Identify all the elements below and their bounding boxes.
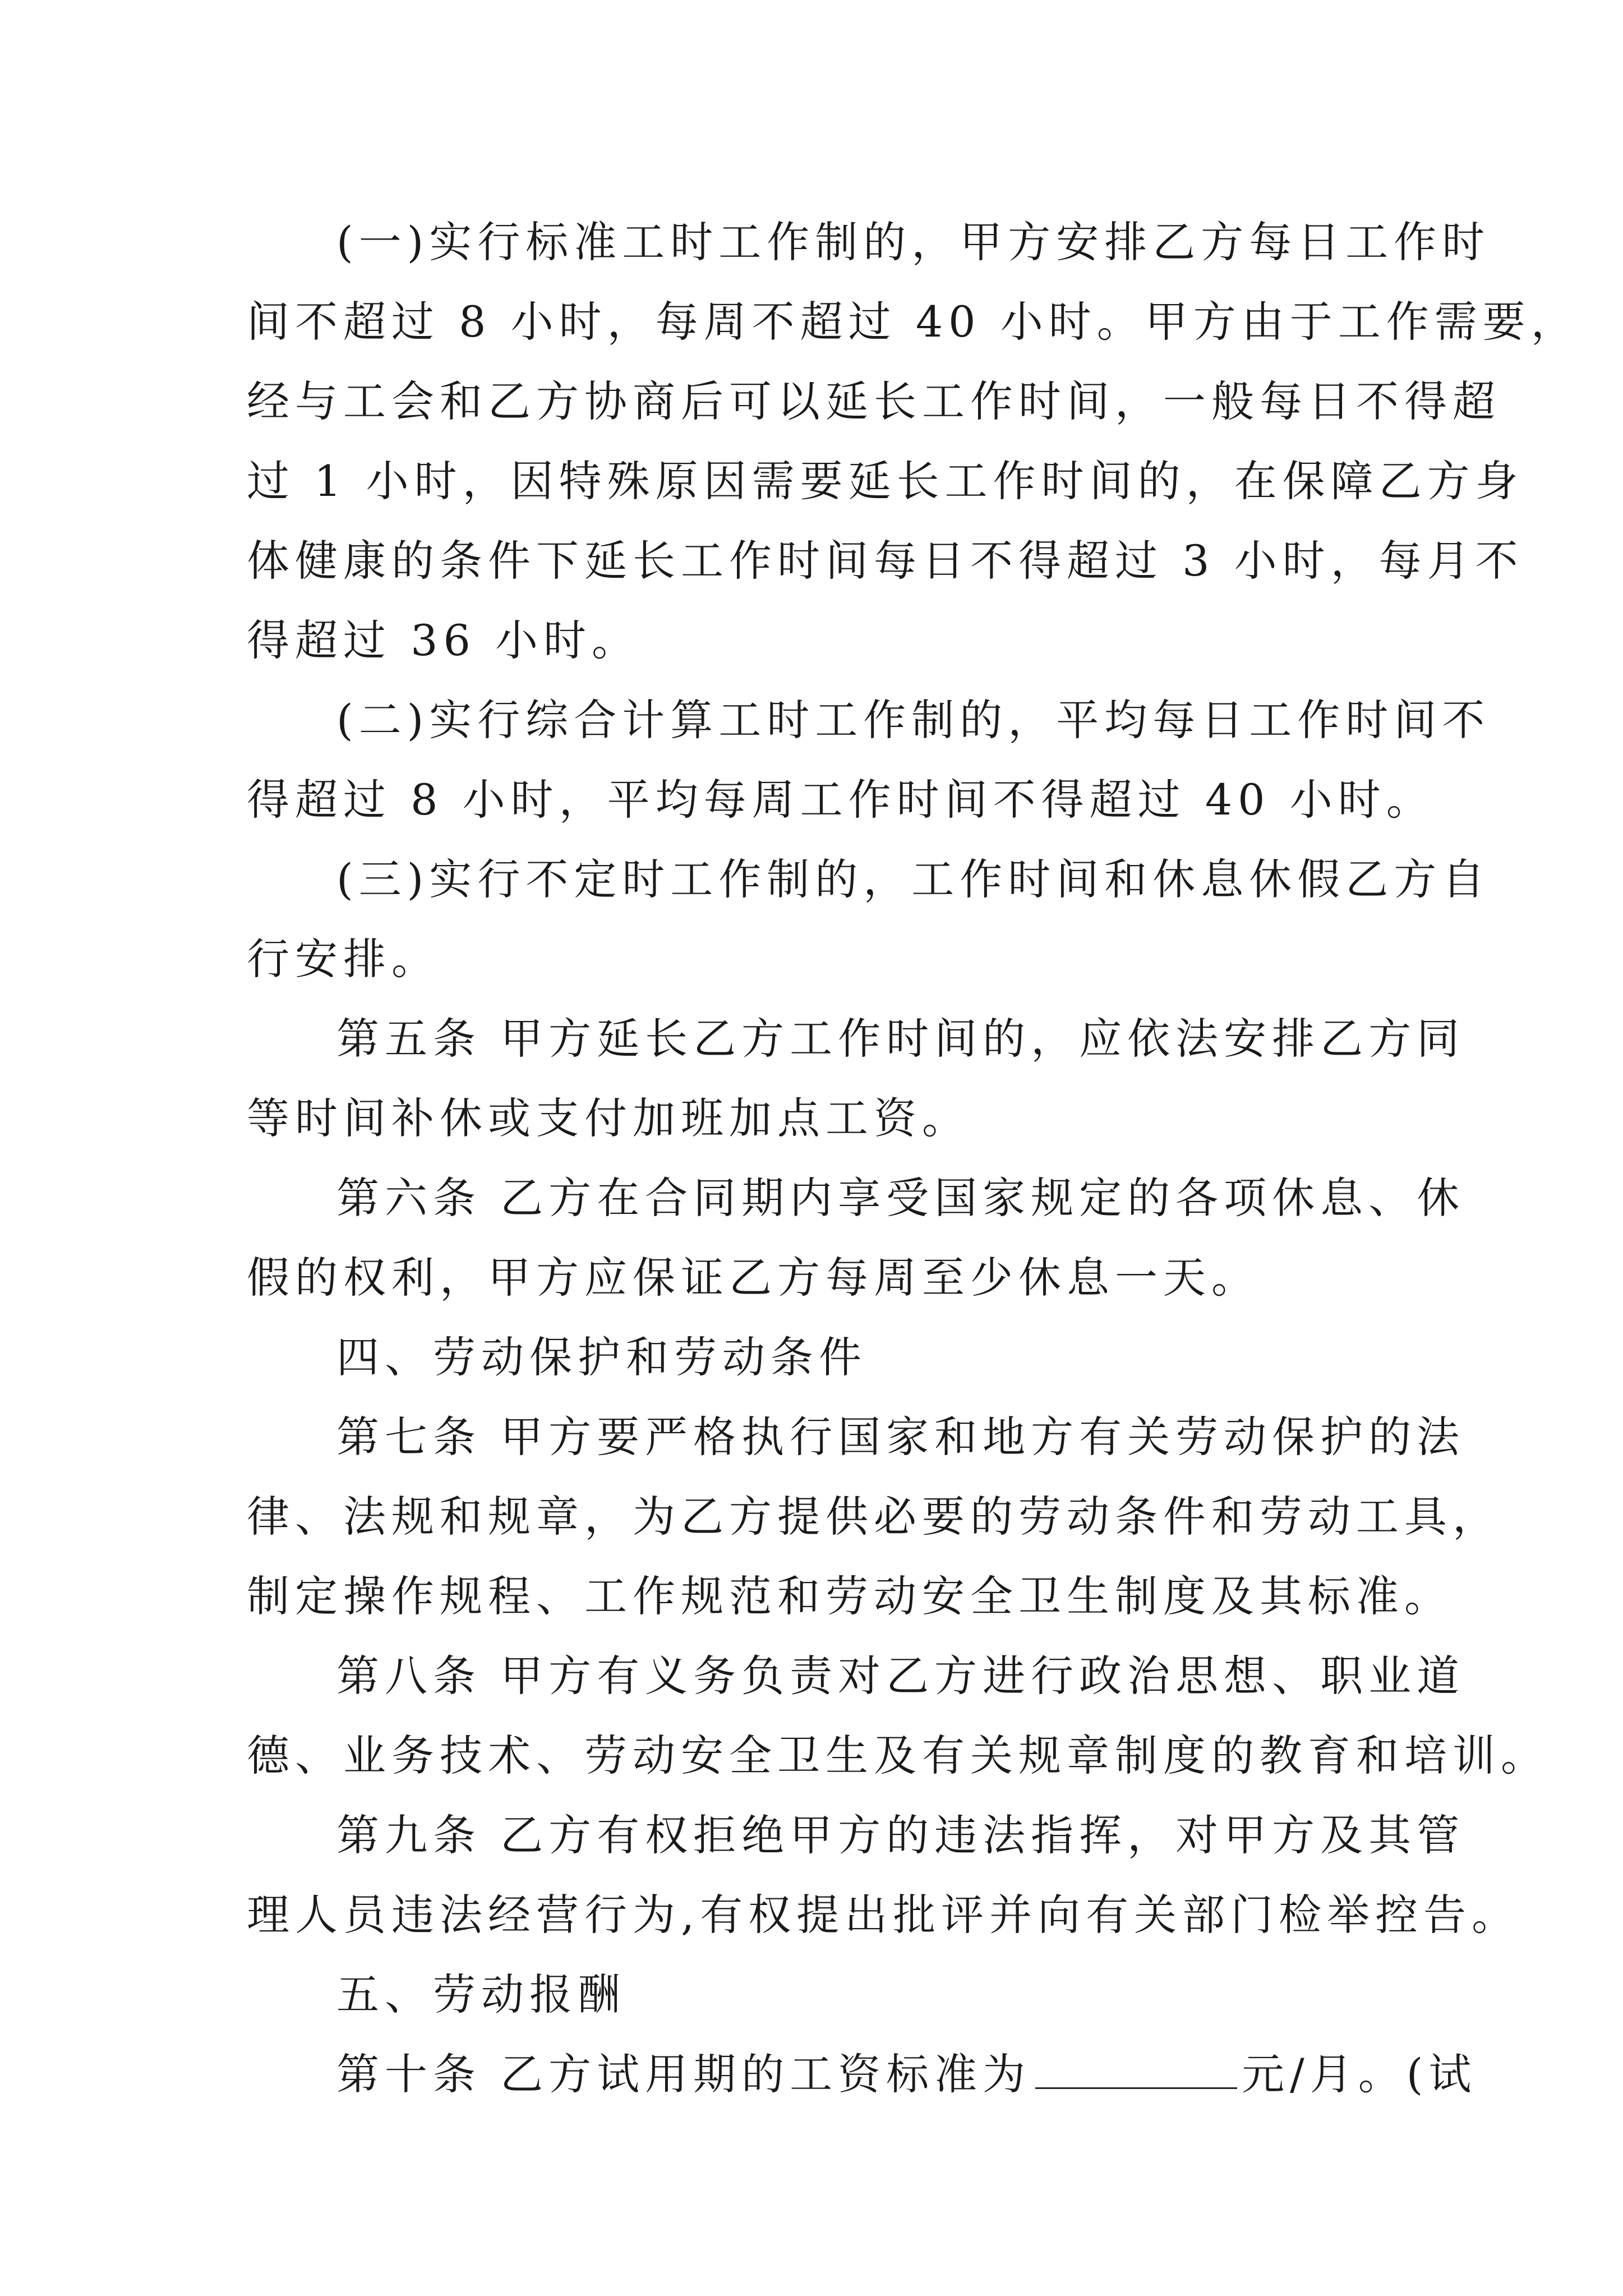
paragraph-line: 律、法规和规章，为乙方提供必要的劳动条件和劳动工具， xyxy=(247,1492,1501,1542)
paragraph-line: (一)实行标准工时工作制的，甲方安排乙方每日工作时 xyxy=(336,217,1491,267)
salary-blank-field xyxy=(1035,2048,1237,2089)
paragraph-line: 过 1 小时，因特殊原因需要延长工作时间的，在保障乙方身 xyxy=(247,456,1524,506)
paragraph-line: 体健康的条件下延长工作时间每日不得超过 3 小时，每月不 xyxy=(247,536,1524,586)
paragraph-line: 第八条 甲方有义务负责对乙方进行政治思想、职业道 xyxy=(336,1651,1465,1701)
section-heading: 四、劳动保护和劳动条件 xyxy=(336,1332,867,1382)
paragraph-line: 第六条 乙方在合同期内享受国家规定的各项休息、休 xyxy=(336,1173,1465,1223)
paragraph-line: 假的权利，甲方应保证乙方每周至少休息一天。 xyxy=(247,1253,1260,1303)
paragraph-line: 等时间补休或支付加班加点工资。 xyxy=(247,1093,970,1143)
section-heading: 五、劳动报酬 xyxy=(336,1970,626,2019)
paragraph-line-with-blank xyxy=(336,2046,1477,2102)
paragraph-line: 第五条 甲方延长乙方工作时间的，应依法安排乙方同 xyxy=(336,1014,1465,1064)
paragraph-line: 第七条 甲方要严格执行国家和地方有关劳动保护的法 xyxy=(336,1412,1465,1462)
paragraph-line: 第九条 乙方有权拒绝甲方的违法指挥，对甲方及其管 xyxy=(336,1810,1465,1860)
paragraph-line: 得超过 8 小时，平均每周工作时间不得超过 40 小时。 xyxy=(247,775,1435,825)
paragraph-line: (三)实行不定时工作制的，工作时间和休息休假乙方自 xyxy=(336,854,1491,904)
paragraph-line: 经与工会和乙方协商后可以延长工作时间，一般每日不得超 xyxy=(247,376,1501,426)
paragraph-line: 得超过 36 小时。 xyxy=(247,615,640,665)
paragraph-line: (二)实行综合计算工时工作制的，平均每日工作时间不 xyxy=(336,695,1491,745)
paragraph-line: 理人员违法经营行为,有权提出批评并向有关部门检举控告。 xyxy=(247,1890,1520,1940)
paragraph-line: 德、业务技术、劳动安全卫生及有关规章制度的教育和培训。 xyxy=(247,1731,1549,1780)
paragraph-line: 制定操作规程、工作规范和劳动安全卫生制度及其标准。 xyxy=(247,1571,1453,1621)
paragraph-line: 间不超过 8 小时，每周不超过 40 小时。甲方由于工作需要， xyxy=(247,297,1579,347)
paragraph-line: 行安排。 xyxy=(247,934,440,984)
line-text-before-blank: 第十条 乙方试用期的工资标准为 xyxy=(336,2049,1031,2099)
line-text-after-blank: 元/月。(试 xyxy=(1242,2049,1477,2099)
